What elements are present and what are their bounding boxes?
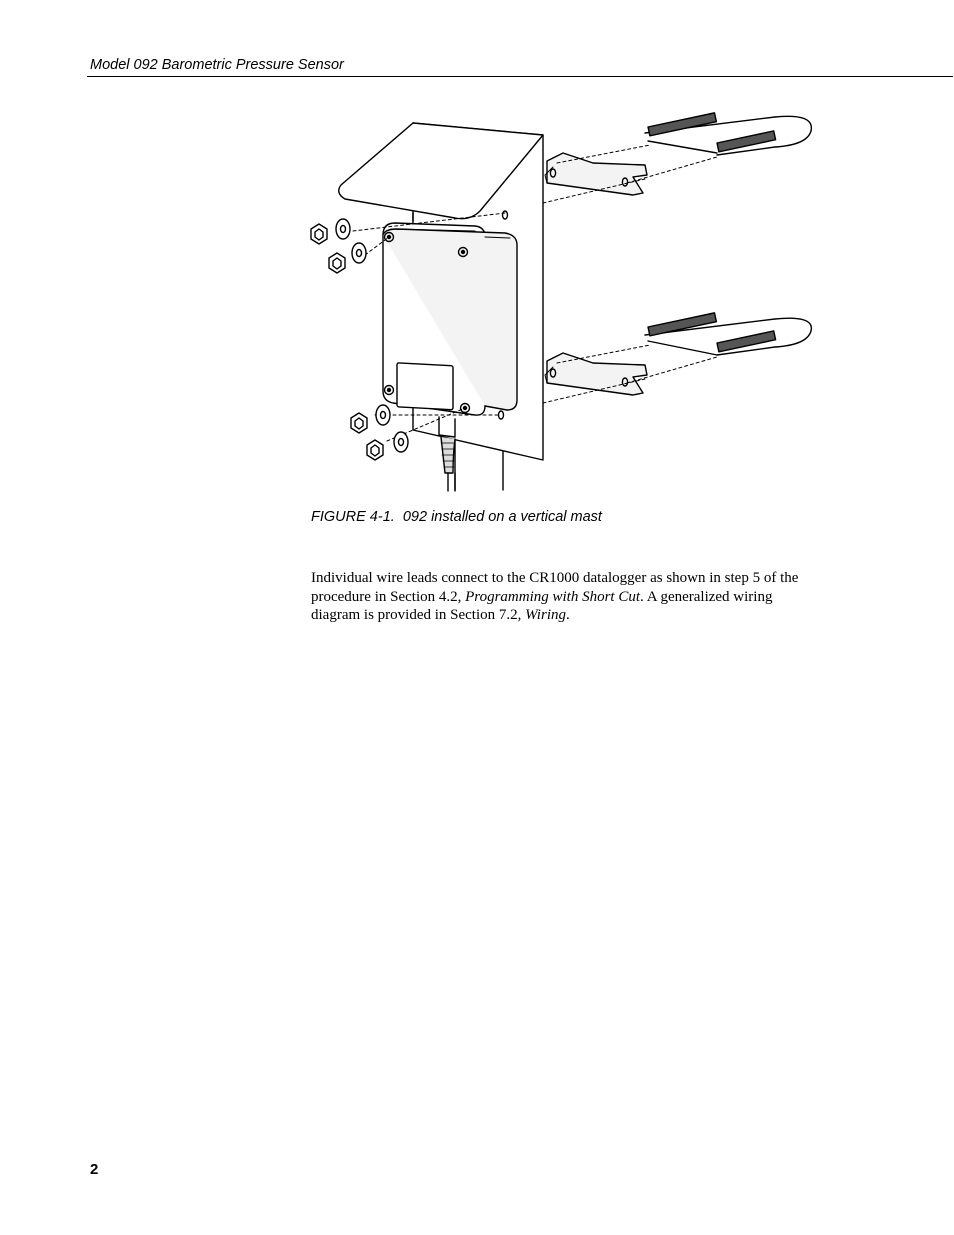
lower-hardware: [351, 405, 408, 460]
page-number: 2: [90, 1161, 99, 1178]
upper-hardware: [311, 219, 366, 273]
paragraph-text-3: .: [565, 607, 570, 623]
installation-figure: [305, 105, 820, 495]
section-reference-programming: Programming with Short Cut: [465, 588, 641, 605]
body-paragraph: [311, 569, 811, 625]
sensor-enclosure: [383, 223, 517, 415]
header-rule: [87, 76, 953, 77]
paragraph-text-1: Individual wire leads connect to the CR1000 datalogger as shown in step 5 of the procedure in Section 4.2,: [311, 570, 799, 605]
upper-u-bolt: [645, 113, 811, 155]
figure-caption: FIGURE 4-1. 092 installed on a vertical mast: [311, 509, 602, 525]
lower-bracket: [545, 353, 647, 395]
running-header: Model 092 Barometric Pressure Sensor: [90, 57, 344, 73]
sensor-mast-illustration: [305, 105, 820, 495]
section-reference-wiring: Wiring: [525, 607, 566, 623]
sensor-cable: [439, 417, 455, 491]
lower-u-bolt: [645, 313, 811, 355]
paragraph-text-2: . A generalized wiring diagram is provided in Section 7.2,: [311, 588, 773, 623]
upper-bracket: [545, 153, 647, 195]
